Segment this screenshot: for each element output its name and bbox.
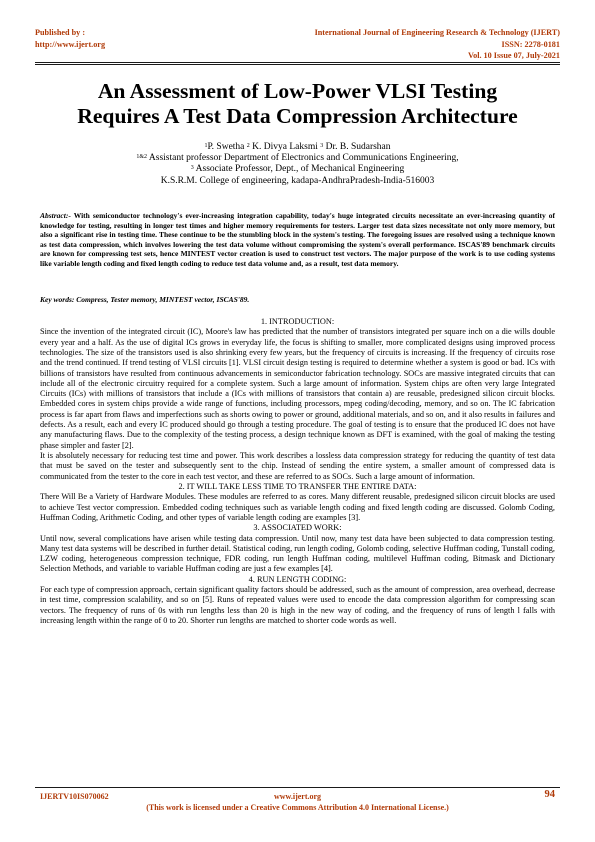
affiliation-sup: 1&2 — [136, 154, 148, 161]
author-name: P. Swetha — [207, 142, 245, 152]
author-block — [35, 142, 560, 187]
header-right — [315, 27, 560, 62]
issn: ISSN: 2278-0181 — [501, 39, 560, 49]
paragraph: There Will Be a Variety of Hardware Modules. These modules are referred to as cores. Many different reusable, predesigned silicon circuit blocks are used to achieve Test vector compression. Embedded coding techniques such as variable length coding and fixed length coding are discussed. Golomb Coding, Huffman Coding, Arithmetic Coding, and other types of variable length coding are examples [3]. — [40, 492, 555, 522]
paragraph: Until now, several complications have arisen while testing data compression. Until now, many test data have been subjected to data compression testing. Many test data systems will be described in further detail. Statistical coding, run length coding, Golomb coding, selective Huffman coding, Tunstall coding, LZW coding, heterogeneous compression technique, FDR coding, run length Huffman coding, multilevel Huffman coding, Bitmask and Dictionary Selection Methods, and variable to variable Huffman coding are just a few examples [4]. — [40, 533, 555, 574]
journal-name: International Journal of Engineering Research & Technology (IJERT) — [314, 28, 560, 37]
abstract — [40, 211, 555, 269]
abstract-text: With semiconductor technology's ever-increasing integration capability, today's huge integrated circuits necessitate an ever-increasing quantity of knowledge for testing, resulting in longer test times and higher memory requirements for testers. Larger test data sizes necessitate not only more memory, but also a significant rise in testing time. These continue to be the stumbling block in the system's testing. The foregoing issues are resolved using a technique known as test data compression, which involves lowering the test data volume without compromising the system's overall performance. ISCAS'89 benchmark circuits are known for compressing test sets, hence MINTEST vector creation is used to construct test vectors. The major purpose of the work is to use coding systems like variable length coding and fixed length coding to reduce test data volume and, as a result, test data memory. — [40, 211, 555, 268]
title-line-2: Requires A Test Data Compression Architecture — [77, 104, 518, 128]
affiliation-sup: 3 — [190, 165, 194, 172]
header-rule — [35, 62, 560, 63]
header-rule-second — [35, 64, 560, 65]
author-names — [35, 142, 560, 153]
affiliation-2 — [35, 164, 560, 175]
section-heading: 4. RUN LENGTH CODING: — [248, 574, 347, 584]
affiliation-3: K.S.R.M. College of engineering, kadapa-AndhraPradesh-India-516003 — [160, 175, 435, 186]
affiliation-1 — [35, 153, 560, 164]
paragraph: For each type of compression approach, certain significant quality factors should be addressed, such as the amount of compression, area overhead, decrease in test time, compression scalability, and so on [5]. Runs of repeated values were used to encode the data compression algorithm for compressing scan vectors. The frequency of runs of 0s with run lengths less than 20 is high in the new way of coding, and the frequency of runs of length l falls with increasing length within the range of 0 to 20. Shorter run lengths are matched to shorter code words as well. — [40, 585, 555, 626]
volume-issue: Vol. 10 Issue 07, July-2021 — [467, 51, 560, 60]
published-by: Published by : — [35, 28, 86, 37]
author-sup: 2 — [246, 143, 250, 149]
section-heading: 2. IT WILL TAKE LESS TIME TO TRANSFER THE ENTIRE DATA: — [178, 481, 417, 491]
affiliation-text: Assistant professor Department of Electronics and Communications Engineering, — [147, 153, 459, 164]
paragraph: It is absolutely necessary for reducing test time and power. This work describes a lossless data compression strategy for reducing the quantity of test data that must be saved on the tester and subsequently sent to the chip. Instead of sending the entire system, a smaller amount of compressed data is communicated from the tester to the core in each test vector, and these are referred to as SOCs. Such a large amount of information. — [40, 450, 555, 481]
paragraph: Since the invention of the integrated circuit (IC), Moore's law has predicted that the number of transistors integrated per square inch on a die wills double every year and a half. As the use of digital ICs grows in everyday life, the focus is shifting to smaller, more complicated designs using improved process technologies. The size of the transistors used is also shrinking every few years, but the frequency of circuits is increasing. If the frequency of circuits rose and the trend continued. If trend testing of VLSI circuits [1]. VLSI circuit design testing is required to determine whether a system is good or bad. ICs with billions of transistors have resulted from continuous advancements in semiconductor fabrication technology. SOCs are massive integrated circuits that can include all of the electronic circuitry required for a complete system. Such a large amount of information. System chips are often very large Integrated Circuits (ICs) with millions of transistors that include a (ICs with millions of transistors that contain a) are reusable, predesigned silicon circuit blocks. Embedded cores in system chips provide a wide range of functions, including processors, mpeg coding/decoding, memory, and so on. The IC fabrication process is far apart from flaws and imperfections such as shorts owing to power or ground, additional materials, and so on, and it also results in failures and defects. As a result, each and every IC produced should go through a testing procedure. The goal of testing is to ensure that the produced IC does not have any manufacturing flaws. Due to the complexity of the testing process, a design technique known as DFT is examined, with the goal of making the testing phase simpler and faster [2]. — [40, 327, 555, 450]
footer-rule — [35, 787, 560, 788]
section-heading: 3. ASSOCIATED WORK: — [253, 523, 342, 533]
paper-title — [35, 79, 560, 129]
journal-url-link[interactable]: http://www.ijert.org — [35, 39, 106, 49]
license-note: (This work is licensed under a Creative Commons Attribution 4.0 International License.) — [146, 803, 449, 812]
author-name: Dr. B. Sudarshan — [323, 142, 391, 152]
footer-url-link[interactable]: www.ijert.org — [273, 792, 322, 801]
affiliation-text: Associate Professor, Dept., of Mechanical Engineering — [193, 164, 405, 175]
page-number: 94 — [544, 789, 555, 800]
paper-id: IJERTV10IS070062 — [40, 792, 109, 801]
abstract-label: Abstract:- — [40, 211, 71, 220]
keywords: Key words: Compress, Tester memory, MINTEST vector, ISCAS'89. — [40, 295, 250, 304]
author-name: K. Divya Laksmi — [249, 142, 318, 152]
header-left — [35, 27, 105, 50]
author-sup: 3 — [320, 143, 324, 149]
section-heading: 1. INTRODUCTION: — [260, 317, 335, 326]
body-text — [40, 317, 555, 626]
author-sup: 1 — [204, 143, 208, 149]
title-line-1: An Assessment of Low-Power VLSI Testing — [97, 79, 498, 103]
